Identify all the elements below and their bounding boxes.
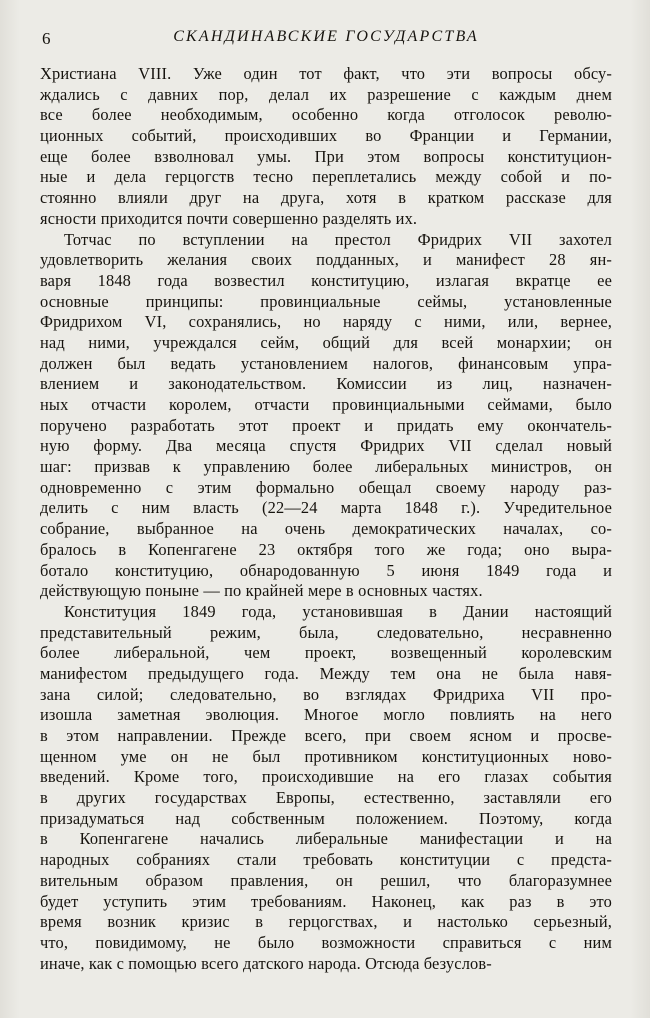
text-line: Христиана VIII. Уже один тот факт, что эти вопросы обсу- (40, 64, 612, 83)
paragraph (40, 64, 612, 230)
text-line: изошла заметная эволюция. Многое могло повлиять на него (40, 705, 612, 725)
text-line: народных собраниях стали требовать конституции с предста- (40, 850, 612, 870)
text-line: введений. Кроме того, происходившие на его глазах события (40, 767, 612, 787)
text-line: ционных событий, происходивших во Франции и Германии, (40, 126, 612, 146)
text-line: будет уступить этим требованиям. Наконец, как раз в это (40, 891, 612, 911)
text-line: удовлетворить желания своих подданных, и манифест 28 ян- (40, 250, 612, 270)
text-line: действующую поныне — по крайней мере в основных частях. (40, 581, 483, 601)
text-line: делить с ним власть (22—24 марта 1848 г.). Учредительное (40, 498, 612, 518)
text-line: более либеральной, чем проект, возвещенный королевским (40, 643, 612, 663)
text-line: иначе, как с помощью всего датского народа. Отсюда безуслов- (40, 953, 492, 973)
paragraph (40, 230, 612, 602)
text-line: представительный режим, была, следовательно, несравненно (40, 622, 612, 642)
text-line: над ними, учреждался сейм, общий для всей монархии; он (40, 332, 612, 352)
text-line: еще более взволновал умы. При этом вопросы конституцион- (40, 146, 612, 166)
paragraph (40, 602, 612, 974)
text-line: собрание, выбранное на очень демократических началах, со- (40, 519, 612, 539)
text-line: время возник кризис в герцогствах, и настолько серьезный, (40, 912, 612, 932)
text-line: все более необходимым, особенно когда отголосок револю- (40, 105, 612, 125)
text-line: одновременно с этим формально обещал своему народу раз- (40, 477, 612, 497)
text-line: манифестом предыдущего года. Между тем она не была навя- (40, 663, 612, 683)
text-line: Фридрихом VI, сохранялись, но наряду с ними, или, вернее, (40, 312, 612, 332)
text-line: ждались с давних пор, делал их разрешение с каждым днем (40, 84, 612, 104)
page-body (40, 64, 612, 974)
text-line: ные и дела герцогств тесно переплетались между собой и по- (40, 167, 612, 187)
running-title: СКАНДИНАВСКИЕ ГОСУДАРСТВА (173, 28, 479, 45)
text-line: зана силой; следовательно, во взглядах Фридриха VII про- (40, 684, 612, 704)
text-line: в этом направлении. Прежде всего, при своем ясном и просве- (40, 726, 612, 745)
text-line: ботало конституцию, обнародованную 5 июня 1849 года и (40, 560, 612, 580)
text-line: основные принципы: провинциальные сеймы, установленные (40, 291, 612, 311)
text-line: в Копенгагене начались либеральные манифестации и на (40, 829, 612, 849)
text-line: щенном уме он не был противником конституционных ново- (40, 746, 612, 766)
text-line: шаг: призвав к управлению более либеральных министров, он (40, 457, 612, 477)
page-number: 6 (42, 29, 51, 48)
text-line: должен был ведать установлением налогов, финансовым упра- (40, 353, 612, 373)
text-line: призадуматься над собственным положением. Поэтому, когда (40, 808, 612, 828)
text-line: бралось в Копенгагене 23 октября того же года; оно выра- (40, 539, 612, 559)
text-line: Конституция 1849 года, установившая в Дании настоящий (64, 601, 612, 621)
page-header (40, 28, 612, 52)
text-line: ную форму. Два месяца спустя Фридрих VII сделал новый (40, 436, 612, 456)
text-line: стоянно влияли друг на друга, хотя в кратком рассказе для (40, 188, 612, 208)
text-line: в других государствах Европы, естественно, заставляли его (40, 788, 612, 808)
text-line: Тотчас по вступлении на престол Фридрих VII захотел (64, 229, 612, 249)
text-line: вительным образом правления, он решил, что благоразумнее (40, 870, 612, 890)
text-line: варя 1848 года возвестил конституцию, излагая вкратце ее (40, 270, 612, 290)
text-line: влением и законодательством. Комиссии из лиц, назначен- (40, 374, 612, 394)
text-line: ных отчасти королем, отчасти провинциальными сеймами, было (40, 395, 612, 414)
text-line: поручено разработать этот проект и придать ему окончатель- (40, 415, 612, 435)
text-line: ясности приходится почти совершенно разделять их. (40, 208, 418, 228)
text-line: что, повидимому, не было возможности справиться с ним (40, 932, 612, 952)
